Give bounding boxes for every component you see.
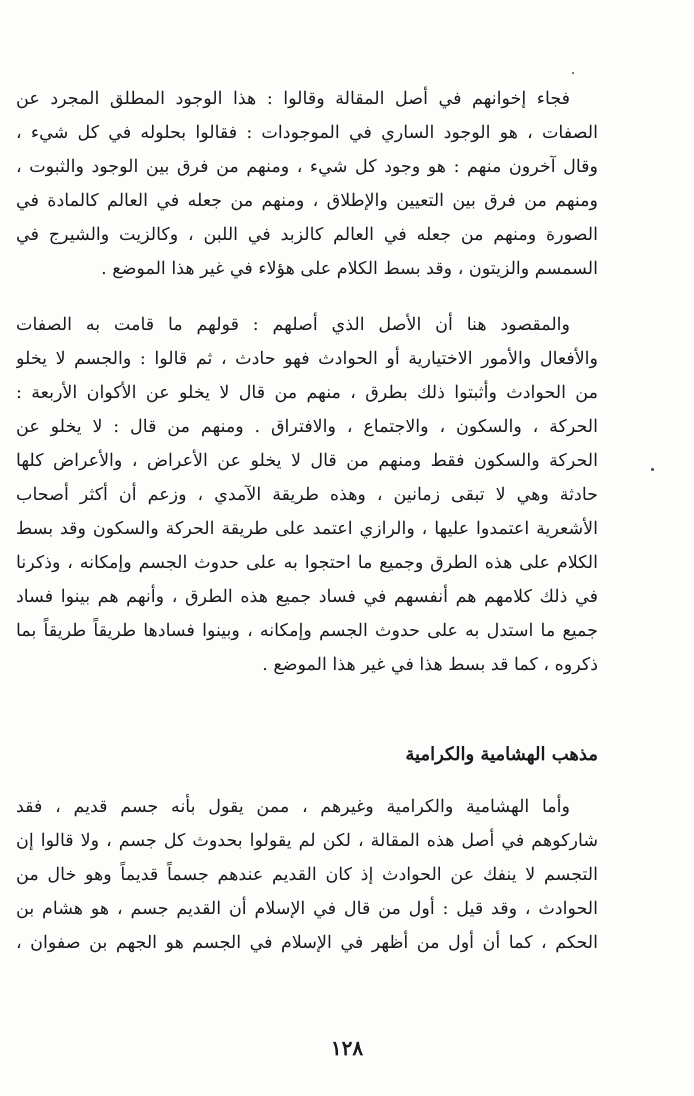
text-line: فجاء إخوانهم في أصل المقالة وقالوا : هذا الوجود المطلق المجرد عن	[16, 89, 570, 109]
text-line: الحركة ، والسكون ، والاجتماع ، والافتراق . ومنهم من قال : لا يخلو عن	[16, 417, 598, 437]
text-line: الحكم ، كما أن أول من أظهر في الإسلام في الجسم هو الجهم بن صفوان ،	[16, 933, 598, 953]
text-line: الصفات ، هو الوجود الساري في الموجودات : فقالوا بحلوله في كل شيء ،	[16, 123, 598, 143]
text-line: جميع ما استدل به على حدوث الجسم وإمكانه ، وبينوا فسادها طريقاً طريقاً بما	[16, 621, 598, 641]
text-line: في ذلك كلامهم هم أنفسهم في فساد جميع هذه الطرق ، وأنهم هم بينوا فساد	[16, 587, 598, 607]
page-number: ١٢٨	[330, 1036, 364, 1060]
text-line: التجسم لا ينفك عن الحوادث إذ كان القديم عندهم جسماً قديماً وهو خال من	[16, 865, 598, 885]
text-line: وأما الهشامية والكرامية وغيرهم ، ممن يقول بأنه جسم قديم ، فقد	[16, 797, 570, 817]
text-line: الكلام على هذه الطرق وجميع ما احتجوا به على حدوث الجسم وإمكانه ، وذكرنا	[16, 553, 598, 573]
text-line: شاركوهم في أصل هذه المقالة ، لكن لم يقولوا بحدوث كل جسم ، ولا قالوا إن	[16, 831, 598, 851]
text-line: ومنهم من فرق بين التعيين والإطلاق ، ومنهم من جعله في العالم كالمادة في	[16, 191, 598, 211]
ink-speck	[572, 72, 574, 74]
text-line: الصورة ومنهم من جعله في العالم كالزبد في اللبن ، وكالزيت والشيرج في	[16, 225, 598, 245]
text-line: السمسم والزيتون ، وقد بسط الكلام على هؤلاء في غير هذا الموضع .	[101, 259, 598, 279]
text-line: ذكروه ، كما قد بسط هذا في غير هذا الموضع .	[262, 655, 598, 675]
text-line: الحوادث ، وقد قيل : أول من قال في الإسلام أن القديم جسم ، هو هشام بن	[16, 899, 598, 919]
text-line: والأفعال والأمور الاختيارية أو الحوادث فهو حادث ، ثم قالوا : والجسم لا يخلو	[16, 349, 598, 369]
section-heading: مذهب الهشامية والكرامية	[405, 744, 598, 765]
text-line: الأشعرية اعتمدوا عليها ، والرازي اعتمد على طريقة الحركة والسكون وقد بسط	[16, 519, 598, 539]
text-line: حادثة وهي لا تبقى زمانين ، وهذه طريقة الآمدي ، وزعم أن أكثر أصحاب	[16, 485, 598, 505]
text-line: من الحوادث وأثبتوا ذلك بطرق ، منهم من قال لا يخلو عن الأكوان الأربعة :	[16, 383, 598, 403]
text-line: الحركة والسكون فقط ومنهم من قال لا يخلو عن الأعراض ، والأعراض كلها	[16, 451, 598, 471]
ink-speck	[651, 468, 654, 471]
text-line: والمقصود هنا أن الأصل الذي أصلهم : قولهم ما قامت به الصفات	[16, 315, 570, 335]
paragraph-3	[16, 790, 598, 960]
text-line: وقال آخرون منهم : هو وجود كل شيء ، ومنهم من فرق بين الوجود والثبوت ،	[16, 157, 598, 177]
paragraph-1	[16, 82, 598, 286]
paragraph-2	[16, 308, 598, 682]
